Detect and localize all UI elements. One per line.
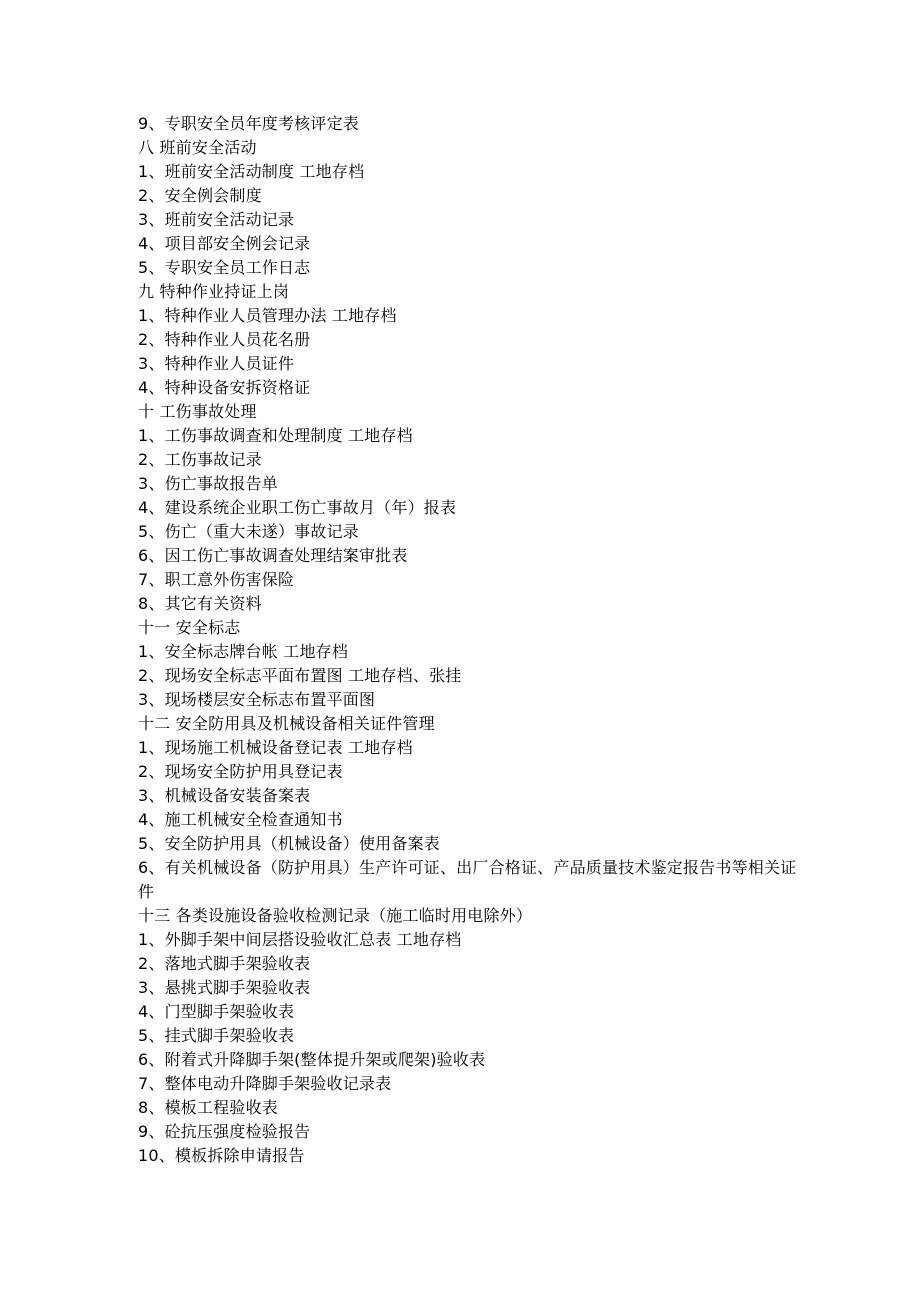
list-item: 5、安全防护用具（机械设备）使用备案表 (138, 834, 440, 853)
list-item: 2、工伤事故记录 (138, 450, 262, 469)
section-heading: 十二 安全防用具及机械设备相关证件管理 (138, 714, 435, 733)
list-item: 1、班前安全活动制度 工地存档 (138, 162, 365, 181)
list-item: 4、门型脚手架验收表 (138, 1002, 295, 1021)
list-item: 7、职工意外伤害保险 (138, 570, 295, 589)
list-item: 8、模板工程验收表 (138, 1098, 278, 1117)
list-item: 7、整体电动升降脚手架验收记录表 (138, 1074, 392, 1093)
list-item: 3、悬挑式脚手架验收表 (138, 978, 311, 997)
list-item: 8、其它有关资料 (138, 594, 262, 613)
list-item: 6、有关机械设备（防护用具）生产许可证、出厂合格证、产品质量技术鉴定报告书等相关证件 (138, 858, 797, 901)
list-item: 3、机械设备安装备案表 (138, 786, 311, 805)
list-item: 4、施工机械安全检查通知书 (138, 810, 343, 829)
list-item: 1、现场施工机械设备登记表 工地存档 (138, 738, 413, 757)
list-item: 5、伤亡（重大未遂）事故记录 (138, 522, 359, 541)
list-item: 9、专职安全员年度考核评定表 (138, 114, 359, 133)
list-item: 2、现场安全标志平面布置图 工地存档、张挂 (138, 666, 462, 685)
section-heading: 八 班前安全活动 (138, 138, 257, 157)
list-item: 3、现场楼层安全标志布置平面图 (138, 690, 376, 709)
section-heading: 十 工伤事故处理 (138, 402, 257, 421)
list-item: 3、特种作业人员证件 (138, 354, 295, 373)
list-item: 10、模板拆除申请报告 (138, 1146, 305, 1165)
list-item: 2、落地式脚手架验收表 (138, 954, 311, 973)
list-item: 3、伤亡事故报告单 (138, 474, 278, 493)
section-heading: 十三 各类设施设备验收检测记录（施工临时用电除外） (138, 906, 533, 925)
document-page (138, 112, 798, 1168)
list-item: 4、项目部安全例会记录 (138, 234, 311, 253)
list-item: 9、砼抗压强度检验报告 (138, 1122, 311, 1141)
list-item: 2、现场安全防护用具登记表 (138, 762, 343, 781)
list-item: 1、工伤事故调查和处理制度 工地存档 (138, 426, 413, 445)
list-item: 3、班前安全活动记录 (138, 210, 295, 229)
list-item: 4、建设系统企业职工伤亡事故月（年）报表 (138, 498, 457, 517)
list-item: 6、因工伤亡事故调查处理结案审批表 (138, 546, 408, 565)
list-item: 1、安全标志牌台帐 工地存档 (138, 642, 349, 661)
list-item: 2、特种作业人员花名册 (138, 330, 311, 349)
section-heading: 九 特种作业持证上岗 (138, 282, 290, 301)
list-item: 6、附着式升降脚手架(整体提升架或爬架)验收表 (138, 1050, 486, 1069)
section-heading: 十一 安全标志 (138, 618, 241, 637)
list-item: 4、特种设备安拆资格证 (138, 378, 311, 397)
list-item: 1、特种作业人员管理办法 工地存档 (138, 306, 397, 325)
list-item: 5、挂式脚手架验收表 (138, 1026, 295, 1045)
list-item: 5、专职安全员工作日志 (138, 258, 311, 277)
list-item: 1、外脚手架中间层搭设验收汇总表 工地存档 (138, 930, 462, 949)
list-item: 2、安全例会制度 (138, 186, 262, 205)
